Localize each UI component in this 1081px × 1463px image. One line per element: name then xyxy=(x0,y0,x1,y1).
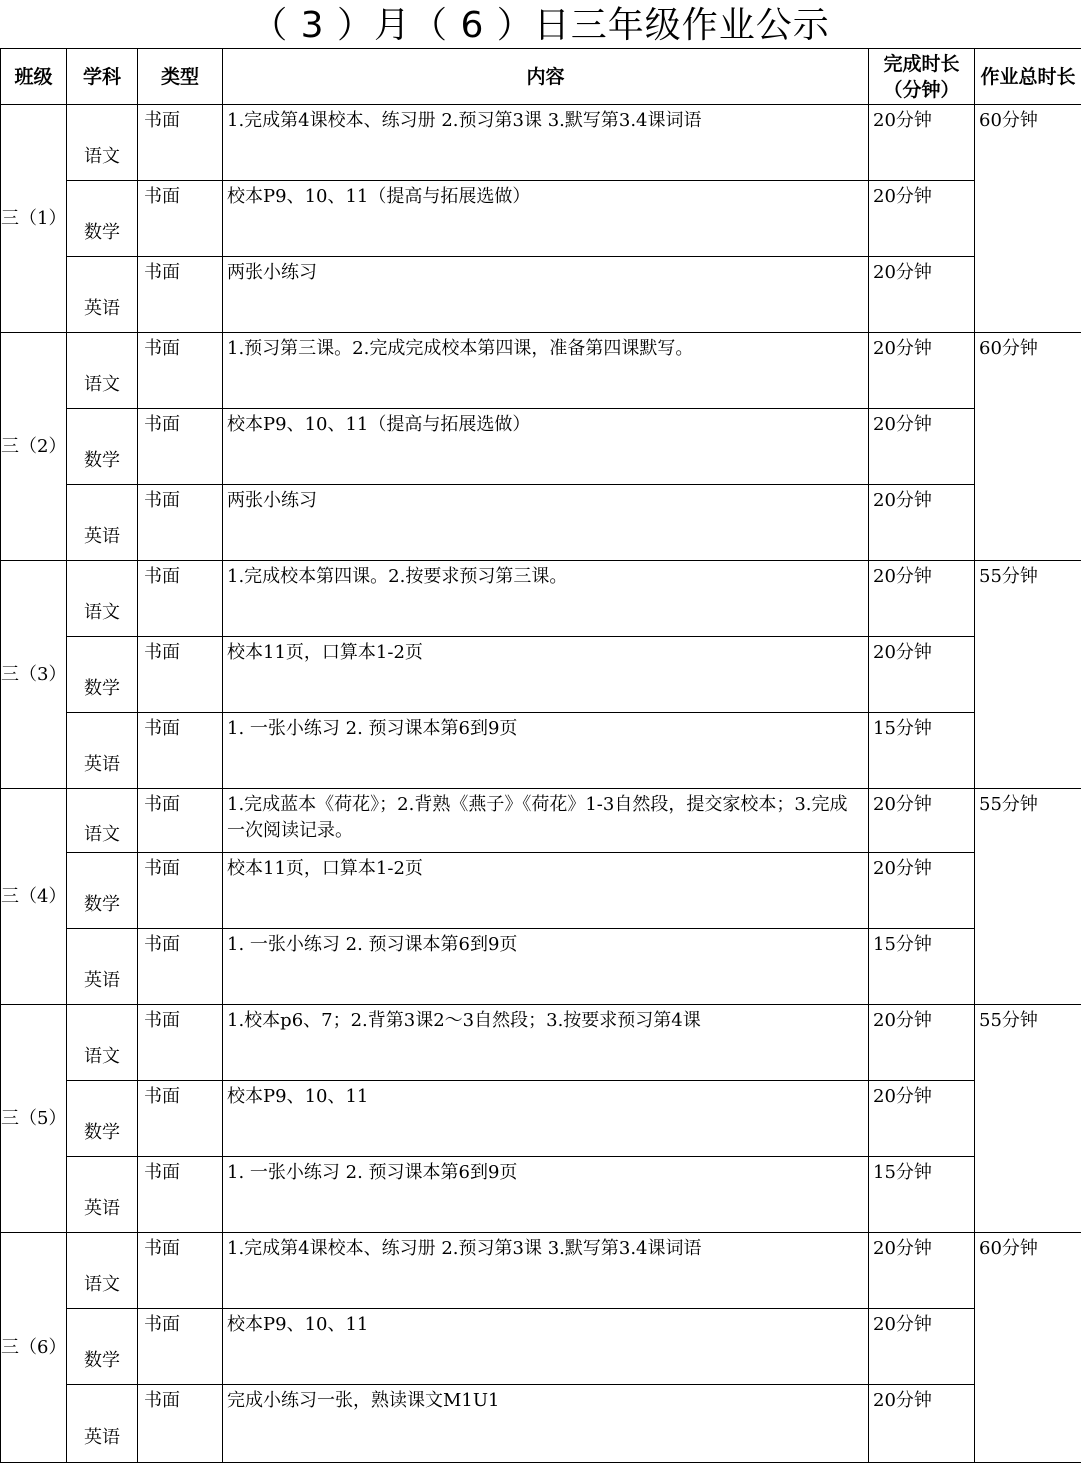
content-cell: 校本11页，口算本1-2页 xyxy=(223,853,869,929)
subject-cell: 英语 xyxy=(67,713,138,789)
header-total: 作业总时长 xyxy=(975,49,1081,105)
total-duration-cell: 60分钟 xyxy=(975,1233,1081,1463)
type-cell: 书面 xyxy=(138,637,223,713)
duration-cell: 20分钟 xyxy=(869,409,975,485)
content-cell: 1. 一张小练习 2. 预习课本第6到9页 xyxy=(223,1157,869,1233)
type-cell: 书面 xyxy=(138,409,223,485)
subject-cell: 语文 xyxy=(67,1233,138,1309)
duration-cell: 20分钟 xyxy=(869,485,975,561)
class-name-cell: 三（2） xyxy=(1,333,67,561)
duration-cell: 20分钟 xyxy=(869,1309,975,1385)
total-duration-cell: 55分钟 xyxy=(975,561,1081,789)
subject-cell: 英语 xyxy=(67,257,138,333)
subject-cell: 英语 xyxy=(67,929,138,1005)
subject-cell: 语文 xyxy=(67,333,138,409)
table-row xyxy=(1,789,1081,853)
duration-cell: 20分钟 xyxy=(869,333,975,409)
table-row xyxy=(1,1385,1081,1463)
type-cell: 书面 xyxy=(138,1385,223,1463)
homework-table xyxy=(0,48,1081,1463)
duration-cell: 20分钟 xyxy=(869,1233,975,1309)
subject-cell: 数学 xyxy=(67,1081,138,1157)
content-cell: 校本P9、10、11（提高与拓展选做） xyxy=(223,181,869,257)
subject-cell: 语文 xyxy=(67,789,138,853)
duration-cell: 20分钟 xyxy=(869,637,975,713)
content-cell: 校本P9、10、11 xyxy=(223,1309,869,1385)
content-cell: 两张小练习 xyxy=(223,485,869,561)
duration-cell: 20分钟 xyxy=(869,561,975,637)
table-row xyxy=(1,485,1081,561)
subject-cell: 英语 xyxy=(67,1385,138,1463)
content-cell: 1. 一张小练习 2. 预习课本第6到9页 xyxy=(223,929,869,1005)
total-duration-cell: 60分钟 xyxy=(975,333,1081,561)
table-body xyxy=(1,105,1081,1463)
table-row xyxy=(1,1081,1081,1157)
duration-cell: 20分钟 xyxy=(869,1005,975,1081)
table-row xyxy=(1,637,1081,713)
content-cell: 校本P9、10、11（提高与拓展选做） xyxy=(223,409,869,485)
table-row xyxy=(1,333,1081,409)
table-row xyxy=(1,929,1081,1005)
type-cell: 书面 xyxy=(138,713,223,789)
duration-cell: 20分钟 xyxy=(869,789,975,853)
content-cell: 完成小练习一张，熟读课文M1U1 xyxy=(223,1385,869,1463)
content-cell: 1.完成蓝本《荷花》；2.背熟《燕子》《荷花》1-3自然段，提交家校本；3.完成一次阅读记录。 xyxy=(223,789,869,853)
content-cell: 1.完成第4课校本、练习册 2.预习第3课 3.默写第3.4课词语 xyxy=(223,1233,869,1309)
duration-cell: 20分钟 xyxy=(869,853,975,929)
subject-cell: 数学 xyxy=(67,181,138,257)
content-cell: 1.完成第4课校本、练习册 2.预习第3课 3.默写第3.4课词语 xyxy=(223,105,869,181)
subject-cell: 英语 xyxy=(67,1157,138,1233)
content-cell: 1.完成校本第四课。2.按要求预习第三课。 xyxy=(223,561,869,637)
duration-cell: 15分钟 xyxy=(869,929,975,1005)
header-row xyxy=(1,49,1081,105)
table-row xyxy=(1,561,1081,637)
class-name-cell: 三（5） xyxy=(1,1005,67,1233)
subject-cell: 语文 xyxy=(67,1005,138,1081)
class-name-cell: 三（6） xyxy=(1,1233,67,1463)
subject-cell: 数学 xyxy=(67,637,138,713)
duration-cell: 20分钟 xyxy=(869,181,975,257)
table-row xyxy=(1,181,1081,257)
subject-cell: 英语 xyxy=(67,485,138,561)
table-row xyxy=(1,409,1081,485)
type-cell: 书面 xyxy=(138,1081,223,1157)
header-class: 班级 xyxy=(1,49,67,105)
type-cell: 书面 xyxy=(138,853,223,929)
content-cell: 两张小练习 xyxy=(223,257,869,333)
type-cell: 书面 xyxy=(138,257,223,333)
header-type: 类型 xyxy=(138,49,223,105)
table-row xyxy=(1,257,1081,333)
duration-cell: 20分钟 xyxy=(869,257,975,333)
content-cell: 校本P9、10、11 xyxy=(223,1081,869,1157)
duration-cell: 15分钟 xyxy=(869,1157,975,1233)
class-name-cell: 三（3） xyxy=(1,561,67,789)
type-cell: 书面 xyxy=(138,1157,223,1233)
duration-cell: 20分钟 xyxy=(869,1385,975,1463)
total-duration-cell: 60分钟 xyxy=(975,105,1081,333)
content-cell: 1.校本p6、7；2.背第3课2～3自然段；3.按要求预习第4课 xyxy=(223,1005,869,1081)
table-row xyxy=(1,1309,1081,1385)
duration-cell: 20分钟 xyxy=(869,1081,975,1157)
type-cell: 书面 xyxy=(138,485,223,561)
table-row xyxy=(1,1233,1081,1309)
table-row xyxy=(1,713,1081,789)
page-title: （ 3 ）月（ 6 ）日三年级作业公示 xyxy=(0,0,1081,48)
table-row xyxy=(1,1157,1081,1233)
table-row xyxy=(1,853,1081,929)
type-cell: 书面 xyxy=(138,1005,223,1081)
duration-cell: 20分钟 xyxy=(869,105,975,181)
type-cell: 书面 xyxy=(138,181,223,257)
subject-cell: 语文 xyxy=(67,561,138,637)
total-duration-cell: 55分钟 xyxy=(975,1005,1081,1233)
header-subject: 学科 xyxy=(67,49,138,105)
type-cell: 书面 xyxy=(138,1233,223,1309)
header-content: 内容 xyxy=(223,49,869,105)
subject-cell: 数学 xyxy=(67,409,138,485)
type-cell: 书面 xyxy=(138,333,223,409)
subject-cell: 数学 xyxy=(67,1309,138,1385)
content-cell: 校本11页，口算本1-2页 xyxy=(223,637,869,713)
table-row xyxy=(1,1005,1081,1081)
type-cell: 书面 xyxy=(138,561,223,637)
content-cell: 1. 一张小练习 2. 预习课本第6到9页 xyxy=(223,713,869,789)
subject-cell: 数学 xyxy=(67,853,138,929)
type-cell: 书面 xyxy=(138,789,223,853)
table-row xyxy=(1,105,1081,181)
class-name-cell: 三（4） xyxy=(1,789,67,1005)
content-cell: 1.预习第三课。2.完成完成校本第四课，准备第四课默写。 xyxy=(223,333,869,409)
type-cell: 书面 xyxy=(138,929,223,1005)
duration-cell: 15分钟 xyxy=(869,713,975,789)
type-cell: 书面 xyxy=(138,1309,223,1385)
type-cell: 书面 xyxy=(138,105,223,181)
class-name-cell: 三（1） xyxy=(1,105,67,333)
header-duration: 完成时长（分钟） xyxy=(869,49,975,105)
total-duration-cell: 55分钟 xyxy=(975,789,1081,1005)
subject-cell: 语文 xyxy=(67,105,138,181)
